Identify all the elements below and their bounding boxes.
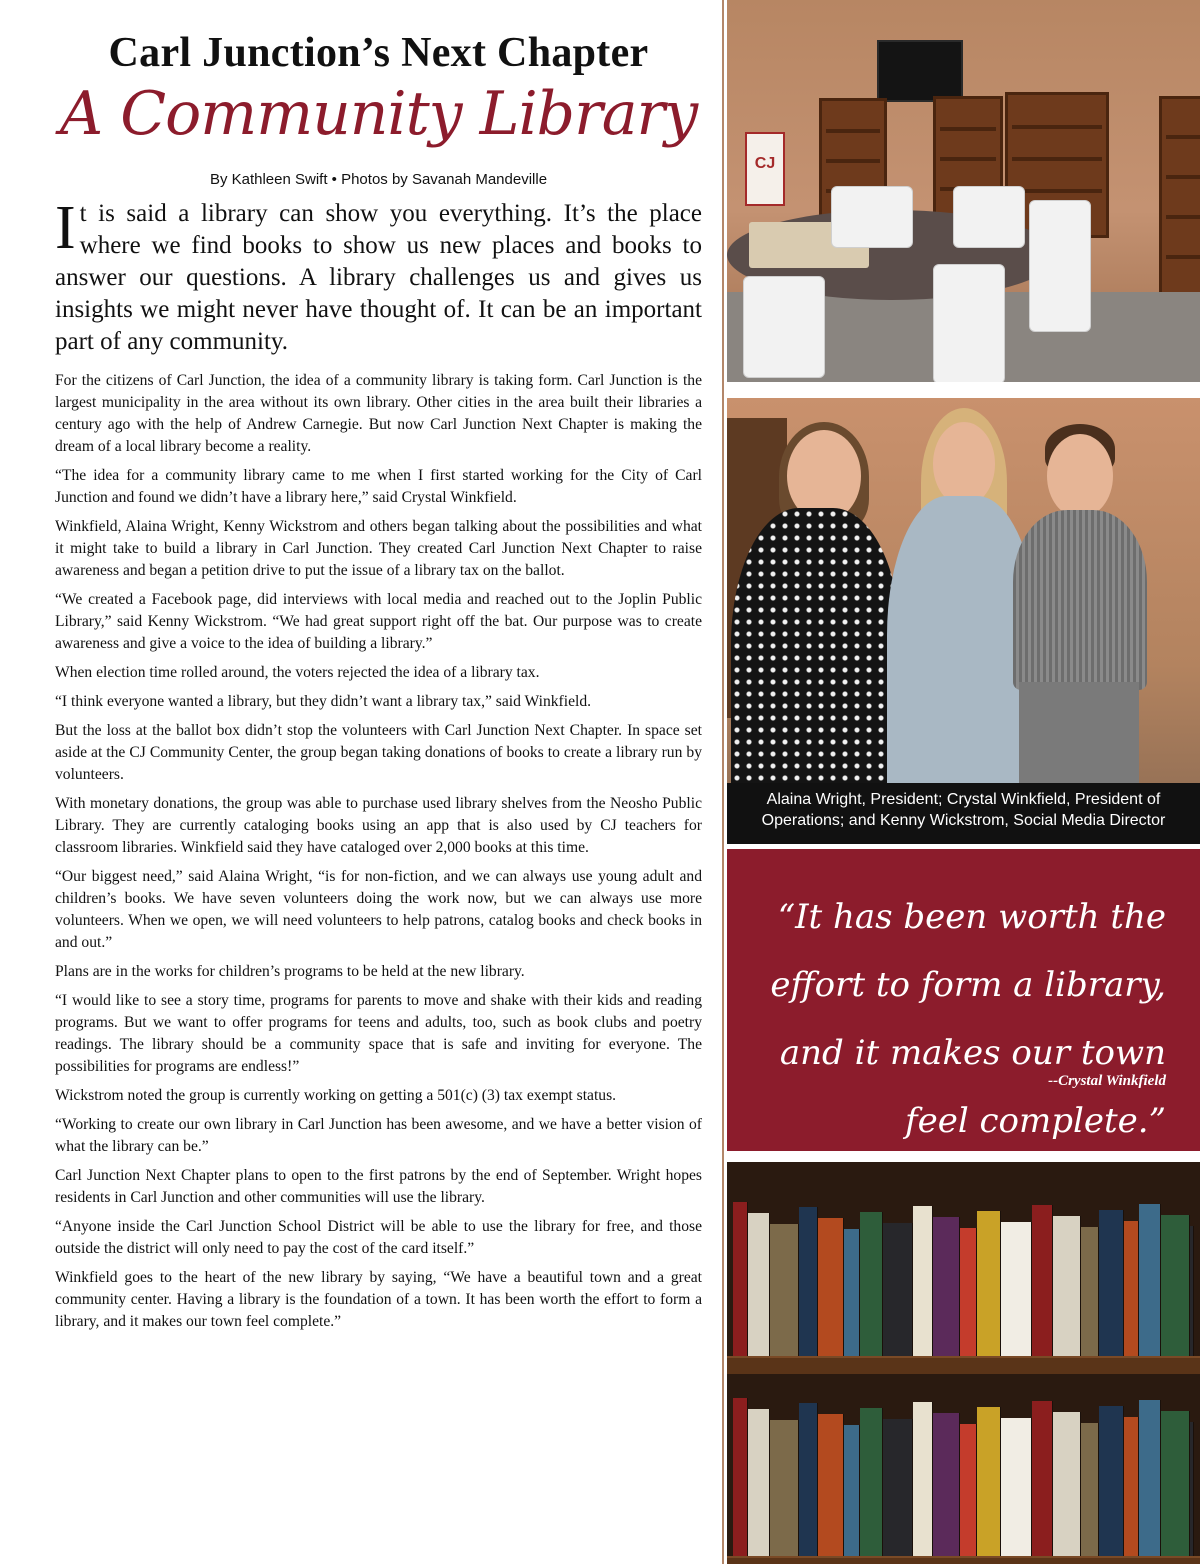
book-spine bbox=[1139, 1204, 1161, 1356]
book-spine bbox=[1099, 1210, 1124, 1356]
body-paragraph: “I think everyone wanted a library, but they didn’t want a library tax,” said Winkfield. bbox=[55, 693, 592, 711]
book-spine bbox=[1190, 1226, 1194, 1356]
face bbox=[933, 422, 995, 506]
body-paragraph: Wickstrom noted the group is currently working on getting a 501(c) (3) tax exempt status. bbox=[55, 1087, 617, 1105]
book-spine bbox=[748, 1409, 770, 1556]
chair bbox=[953, 186, 1025, 248]
body-paragraph: “The idea for a community library came to me when I first started working for the City of Carl Junction and found we didn’t have a library here,” said Crystal Winkfield. bbox=[55, 467, 702, 507]
book-spine bbox=[1161, 1411, 1190, 1556]
column-divider bbox=[722, 0, 724, 1564]
book-spine bbox=[733, 1202, 748, 1356]
body-paragraph: For the citizens of Carl Junction, the idea of a community library is taking form. Carl Junction is the largest municipality in the area without its own library. Other cities in the area built their libraries a century ago with the help of Andrew Carnegie. But now Carl Junction Next Chapter is making the dream of a local library become a reality. bbox=[55, 372, 702, 456]
shelf-board bbox=[727, 1556, 1200, 1564]
body-paragraph: Plans are in the works for children’s programs to be held at the new library. bbox=[55, 963, 525, 981]
book-spine bbox=[960, 1228, 977, 1356]
pull-quote-box bbox=[727, 849, 1200, 1151]
book-spine bbox=[860, 1212, 883, 1356]
television bbox=[877, 40, 963, 102]
body-paragraph: But the loss at the ballot box didn’t stop the volunteers with Carl Junction Next Chapter. In space set aside at the CJ Community Center, the group began taking donations of books to create a library run by volunteers. bbox=[55, 722, 702, 784]
book-spine bbox=[883, 1223, 913, 1356]
book-spine bbox=[818, 1218, 844, 1356]
book-spine bbox=[1081, 1227, 1099, 1356]
book-spine bbox=[733, 1398, 748, 1556]
person-kenny-wickstrom bbox=[1013, 510, 1147, 690]
body-paragraph: “We created a Facebook page, did interviews with local media and reached out to the Joplin Public Library,” said Kenny Wickstrom. “We had great support right off the bat. Our purpose was to create awareness and give a voice to the idea of building a library.” bbox=[55, 591, 702, 653]
byline: By Kathleen Swift • Photos by Savanah Mandeville bbox=[209, 171, 548, 189]
headline: Carl Junction’s Next Chapter bbox=[108, 30, 649, 76]
bookshelf-photo bbox=[727, 1162, 1200, 1564]
chair bbox=[1029, 200, 1091, 332]
body-paragraph: “Anyone inside the Carl Junction School District will be able to use the library for free, and those outside the district will only need to pay the cost of the card itself.” bbox=[55, 1218, 702, 1258]
book-spine bbox=[818, 1414, 844, 1556]
book-spine bbox=[1099, 1406, 1124, 1556]
book-spine bbox=[933, 1217, 960, 1356]
book-spine bbox=[844, 1229, 860, 1356]
book-spine bbox=[748, 1213, 770, 1356]
book-spine bbox=[1053, 1216, 1081, 1356]
cj-sign: CJ bbox=[745, 132, 785, 206]
library-room-photo bbox=[727, 0, 1200, 382]
book-spine bbox=[1081, 1423, 1099, 1556]
chair bbox=[831, 186, 913, 248]
book-spine bbox=[1139, 1400, 1161, 1556]
body-paragraph: “Our biggest need,” said Alaina Wright, “is for non-fiction, and we can always use young adult and children’s books. We have seven volunteers doing the work now, but we can always use more volunteers. When we open, we will need volunteers to help patrons, catalog books and check books in and out.” bbox=[55, 868, 702, 952]
article-column bbox=[55, 30, 702, 1340]
bookshelf bbox=[1159, 96, 1200, 312]
book-spine bbox=[977, 1211, 1001, 1356]
body-paragraph: “Working to create our own library in Carl Junction has been awesome, and we have a better vision of what the library can be.” bbox=[55, 1116, 702, 1156]
body-paragraph: When election time rolled around, the voters rejected the idea of a library tax. bbox=[55, 664, 540, 682]
book-spine bbox=[860, 1408, 883, 1556]
body-paragraph: Winkfield, Alaina Wright, Kenny Wickstrom and others began talking about the possibilities and what it might take to build a library in Carl Junction. They created Carl Junction Next Chapter to raise awareness and began a petition drive to put the issue of a library tax on the ballot. bbox=[55, 518, 702, 580]
book-spine bbox=[770, 1224, 799, 1356]
book-spine bbox=[799, 1207, 818, 1356]
chair bbox=[933, 264, 1005, 382]
book-spine bbox=[1032, 1205, 1053, 1356]
book-spine bbox=[1124, 1221, 1139, 1356]
book-spine bbox=[883, 1419, 913, 1556]
shelf-board bbox=[727, 1356, 1200, 1374]
book-spine bbox=[799, 1403, 818, 1556]
face bbox=[1047, 434, 1113, 518]
book-spine bbox=[977, 1407, 1001, 1556]
book-spine bbox=[1001, 1222, 1032, 1356]
book-spine bbox=[1124, 1417, 1139, 1556]
drop-cap: I bbox=[55, 194, 76, 263]
photo-caption: Alaina Wright, President; Crystal Winkfield, President of Operations; and Kenny Wickstrom, Social Media Director bbox=[727, 783, 1200, 844]
body-paragraph: Winkfield goes to the heart of the new library by saying, “We have a beautiful town and a great community center. Having a library is the foundation of a town. It has been worth the effort to form a library, and it makes our town feel complete.” bbox=[55, 1269, 702, 1331]
lead-paragraph bbox=[55, 194, 702, 358]
subhead: A Community Library bbox=[59, 79, 698, 150]
book-spine bbox=[1001, 1418, 1032, 1556]
book-spine bbox=[933, 1413, 960, 1556]
book-spine bbox=[1032, 1401, 1053, 1556]
book-spine bbox=[844, 1425, 860, 1556]
pull-quote-text: “It has been worth the effort to form a library, and it makes our town feel complete.” bbox=[770, 897, 1166, 1141]
volunteers-photo bbox=[727, 398, 1200, 844]
book-spine bbox=[1161, 1215, 1190, 1356]
body-paragraph: With monetary donations, the group was able to purchase used library shelves from the Neosho Public Library. They are currently cataloging books using an app that is also used by CJ teachers for classroom libraries. Winkfield said they have cataloged over 2,000 books at this time. bbox=[55, 795, 702, 857]
book-spine bbox=[1190, 1422, 1194, 1556]
book-spine bbox=[913, 1402, 933, 1556]
book-spine bbox=[913, 1206, 933, 1356]
pull-quote-attribution: --Crystal Winkfield bbox=[1048, 1073, 1166, 1089]
body-paragraph: “I would like to see a story time, programs for parents to move and shake with their kids and reading programs. But we want to offer programs for teens and adults, too, such as book clubs and poetry readings. The library should be a community space that is safe and inviting for everyone. The possibilities for programs are endless!” bbox=[55, 992, 702, 1076]
book-spine bbox=[960, 1424, 977, 1556]
book-spine bbox=[770, 1420, 799, 1556]
book-spine bbox=[1053, 1412, 1081, 1556]
body-paragraph: Carl Junction Next Chapter plans to open to the first patrons by the end of September. Wright hopes residents in Carl Junction and other communities will use the library. bbox=[55, 1167, 702, 1207]
chair bbox=[743, 276, 825, 378]
lead-text: t is said a library can show you everything. It’s the place where we find books to show us new places and books to answer our questions. A library challenges us and gives us insights we might never have thought of. It can be an important part of any community. bbox=[55, 200, 702, 356]
